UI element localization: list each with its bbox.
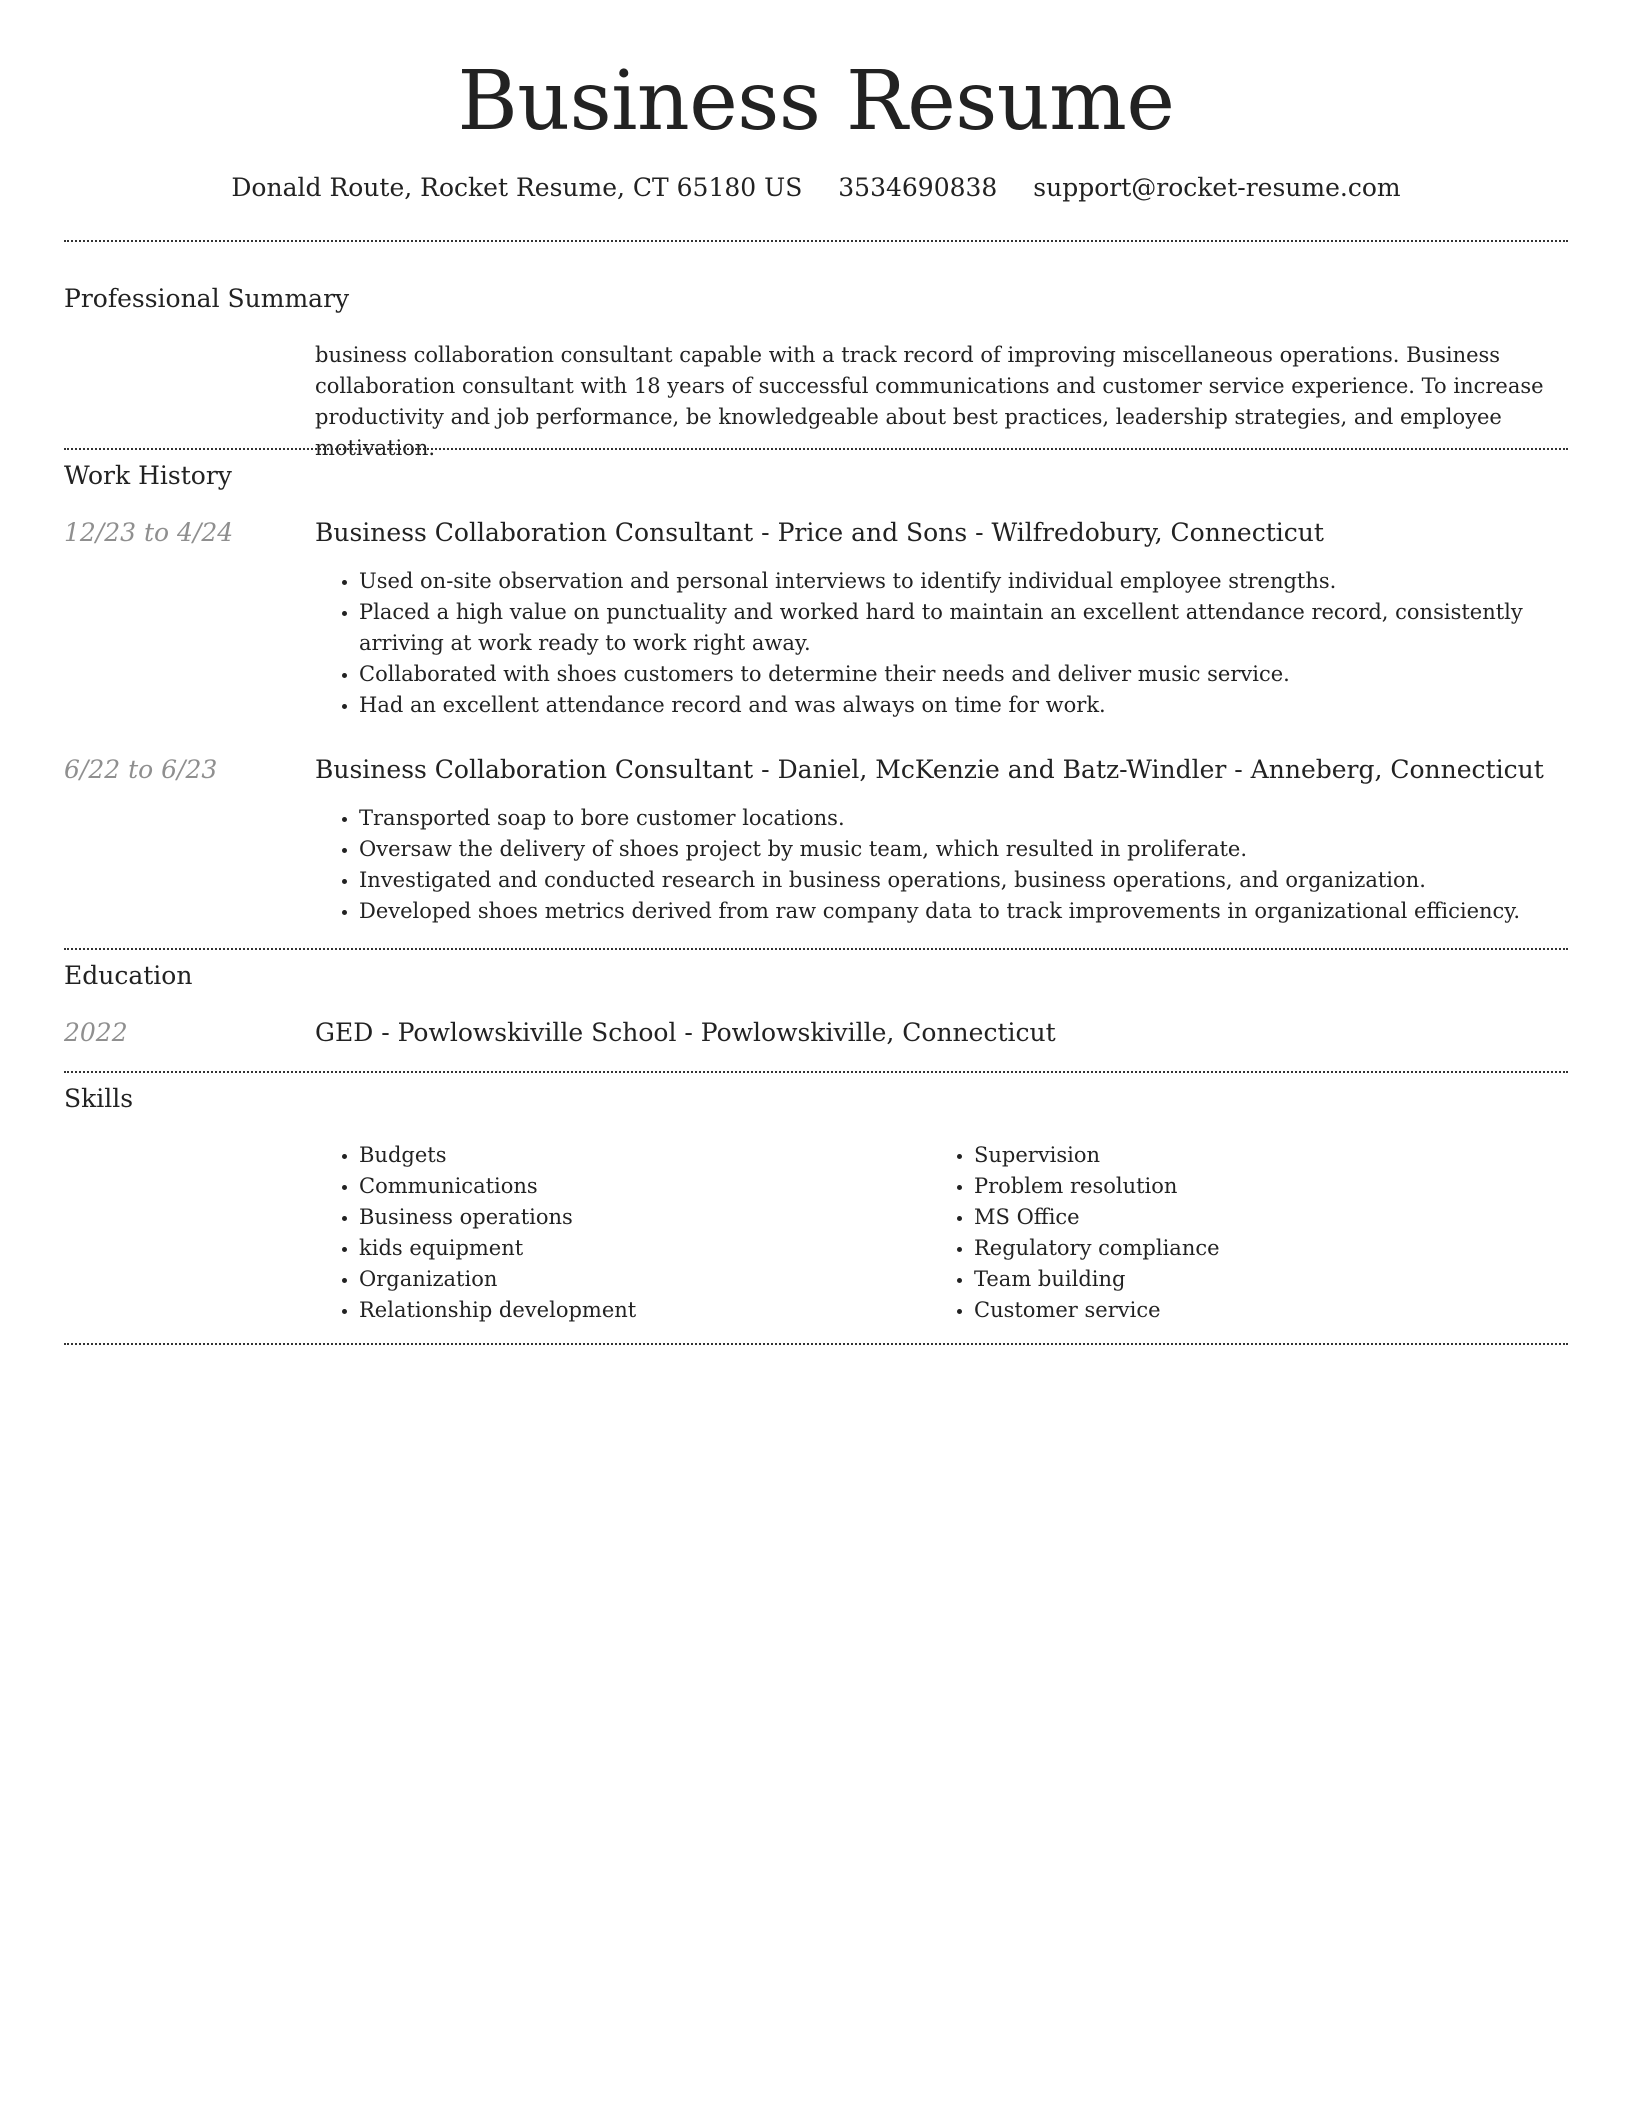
skill-item: • Regulatory compliance — [974, 1233, 1534, 1264]
summary-text: business collaboration consultant capable with a track record of improving miscellaneous operations. Business collaboration consultant with 18 years of successful communications and customer service experience. To increase productivity and job performance, be knowledgeable about best practices, leadership strategies, and employee motivation. — [315, 343, 1544, 460]
list-item: • Collaborated with shoes customers to determine their needs and deliver music service. — [359, 659, 1604, 690]
contact-email: support@rocket-resume.com — [1033, 173, 1401, 202]
job-2-bullets — [315, 803, 1604, 927]
skill-item: • Customer service — [974, 1295, 1534, 1326]
resume-title: Business Resume — [457, 54, 1175, 149]
skill-item: • Business operations — [359, 1202, 919, 1233]
section-divider — [64, 1071, 1568, 1073]
skills-list-right — [930, 1140, 1534, 1326]
list-item: • Investigated and conducted research in business operations, business operations, and organization. — [359, 865, 1604, 896]
skill-item: • MS Office — [974, 1202, 1534, 1233]
skill-item: • Team building — [974, 1264, 1534, 1295]
contact-address: Donald Route, Rocket Resume, CT 65180 US — [231, 173, 803, 202]
education-year: 2022 — [64, 1018, 128, 1047]
job-1-title: Business Collaboration Consultant - Price and Sons - Wilfredobury, Connecticut — [315, 518, 1324, 547]
skill-item: • Budgets — [359, 1140, 919, 1171]
skill-item: • Organization — [359, 1264, 919, 1295]
skill-item: • Communications — [359, 1171, 919, 1202]
section-divider — [64, 240, 1568, 242]
job-1-dates: 12/23 to 4/24 — [64, 518, 234, 547]
list-item: • Placed a high value on punctuality and worked hard to maintain an excellent attendance record, consistently arriving at work ready to work right away. — [359, 597, 1604, 659]
list-item: • Had an excellent attendance record and was always on time for work. — [359, 690, 1604, 721]
section-divider — [64, 448, 1568, 450]
contact-line — [0, 170, 1632, 206]
list-item: • Developed shoes metrics derived from raw company data to track improvements in organizational efficiency. — [359, 896, 1604, 927]
skill-item: • kids equipment — [359, 1233, 919, 1264]
skill-item: • Problem resolution — [974, 1171, 1534, 1202]
list-item: • Transported soap to bore customer locations. — [359, 803, 1604, 834]
education-heading: Education — [64, 961, 193, 990]
work-history-heading: Work History — [64, 461, 232, 490]
skills-list-left — [315, 1140, 919, 1326]
contact-phone: 3534690838 — [838, 173, 998, 202]
skills-heading: Skills — [64, 1084, 134, 1113]
summary-heading: Professional Summary — [64, 284, 350, 313]
list-item: • Used on-site observation and personal interviews to identify individual employee strengths. — [359, 566, 1604, 597]
skill-item: • Supervision — [974, 1140, 1534, 1171]
section-divider — [64, 948, 1568, 950]
job-2-dates: 6/22 to 6/23 — [64, 755, 218, 784]
education-detail: GED - Powlowskiville School - Powlowskiville, Connecticut — [315, 1018, 1056, 1047]
job-1-bullets — [315, 566, 1604, 721]
skill-item: • Relationship development — [359, 1295, 919, 1326]
section-divider — [64, 1343, 1568, 1345]
list-item: • Oversaw the delivery of shoes project by music team, which resulted in proliferate. — [359, 834, 1604, 865]
job-2-title: Business Collaboration Consultant - Daniel, McKenzie and Batz-Windler - Anneberg, Connecticut — [315, 755, 1544, 784]
